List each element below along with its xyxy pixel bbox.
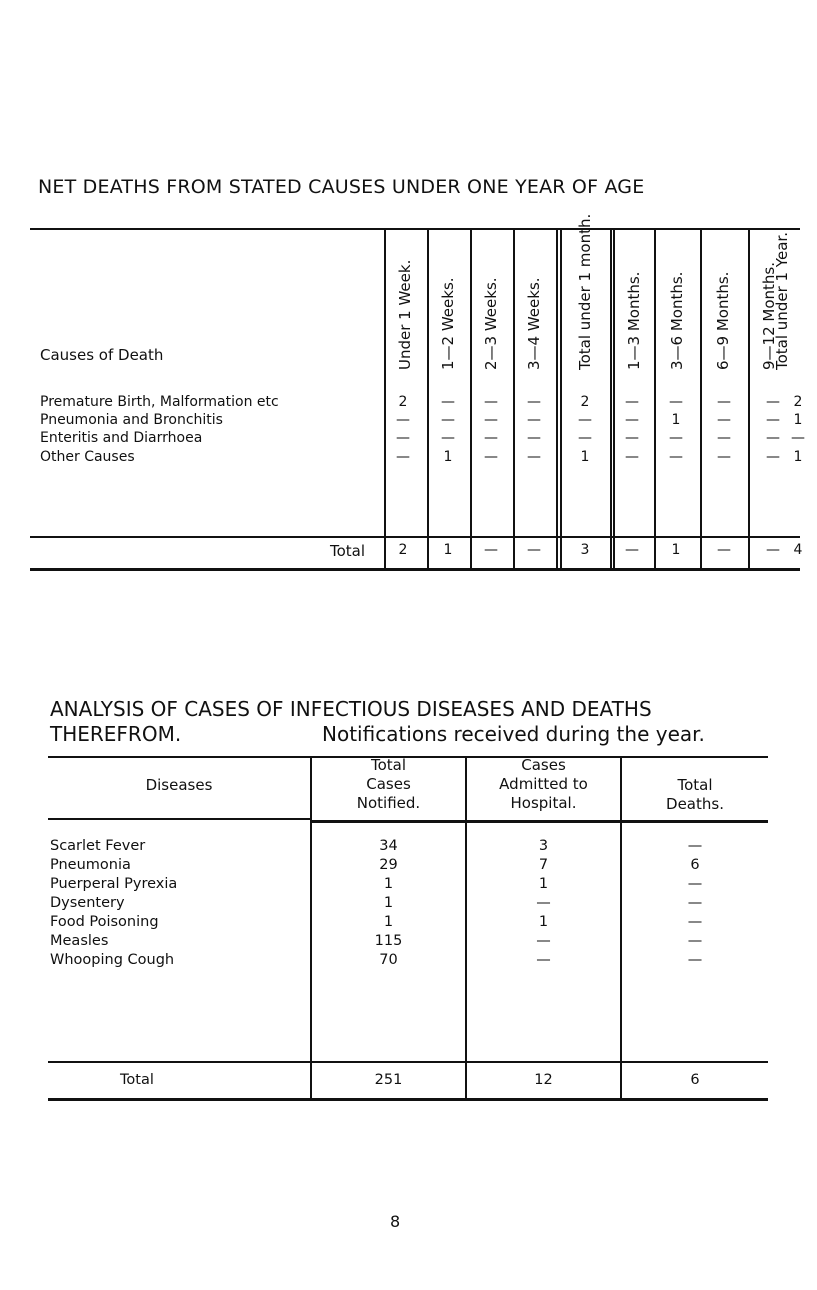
row-label: Premature Birth, Malformation etc — [40, 394, 279, 410]
table1-col-rule — [654, 228, 656, 568]
admitted-cell: — — [536, 895, 551, 911]
table1-col-rule — [610, 228, 612, 568]
admitted-header: Cases Admitted to Hospital. — [499, 756, 588, 812]
admitted-cell: 1 — [538, 914, 549, 930]
admitted-cell: 7 — [538, 857, 549, 873]
table1-top-rule — [30, 228, 800, 230]
infectious-diseases-table — [48, 756, 768, 1106]
total-cell: 1 — [671, 542, 681, 558]
table-cell: — — [396, 412, 410, 428]
total-label: Total — [330, 542, 366, 560]
notified-cell: 70 — [379, 952, 398, 968]
admitted-cell: 3 — [538, 838, 549, 854]
col-header: 6—9 Months. — [714, 271, 732, 370]
col-header: Under 1 Week. — [396, 259, 414, 370]
col-header: Total under 1 Year. — [773, 232, 791, 370]
total-cell: — — [527, 542, 541, 558]
total-notified: 251 — [374, 1072, 403, 1088]
disease-name: Puerperal Pyrexia — [50, 876, 178, 892]
table-cell: — — [441, 430, 455, 446]
table1-bottom-rule — [30, 568, 800, 571]
table-cell: — — [669, 430, 683, 446]
notified-cell: 34 — [379, 838, 398, 854]
col-header: 3—4 Weeks. — [525, 277, 543, 370]
table-cell: — — [484, 394, 498, 410]
table-cell: — — [766, 412, 780, 428]
disease-name: Food Poisoning — [50, 914, 159, 930]
table-cell: — — [578, 412, 592, 428]
table-cell: — — [717, 412, 731, 428]
total-cell: — — [484, 542, 498, 558]
table-cell: — — [669, 394, 683, 410]
table-cell: — — [527, 394, 541, 410]
table-cell: — — [717, 394, 731, 410]
table-cell: 2 — [793, 394, 803, 410]
total-cell: 2 — [398, 542, 408, 558]
col-header: 9—12 Months. — [760, 262, 778, 370]
admitted-cell: 1 — [538, 876, 549, 892]
table-cell: — — [484, 430, 498, 446]
col-header: Total under 1 month. — [576, 213, 594, 370]
table-cell: — — [527, 412, 541, 428]
infant-deaths-table — [30, 213, 805, 572]
disease-name: Measles — [50, 933, 109, 949]
table-cell: — — [791, 430, 805, 446]
disease-name: Dysentery — [50, 895, 125, 911]
table-cell: — — [766, 394, 780, 410]
notified-cell: 1 — [383, 876, 394, 892]
notified-cell: 29 — [379, 857, 398, 873]
table-cell: 1 — [793, 412, 803, 428]
notified-cell: 1 — [383, 914, 394, 930]
table1-title: NET DEATHS FROM STATED CAUSES UNDER ONE YEAR OF AGE — [38, 176, 645, 198]
table2-header-rule — [312, 820, 768, 823]
table1-total-rule — [30, 536, 800, 538]
row-label: Other Causes — [40, 449, 135, 465]
row-label: Enteritis and Diarrhoea — [40, 430, 203, 446]
table2-total-rule — [48, 1061, 768, 1063]
table-cell: — — [625, 394, 639, 410]
deaths-cell: 6 — [690, 857, 700, 873]
table2-subtitle: Notifications received during the year. — [322, 722, 705, 746]
disease-name: Pneumonia — [50, 857, 131, 873]
notified-cell: 115 — [374, 933, 403, 949]
deaths-cell: — — [687, 895, 703, 911]
table-cell: 1 — [671, 412, 681, 428]
total-cell: 4 — [793, 542, 803, 558]
total-admitted: 12 — [534, 1072, 553, 1088]
total-label: Total — [120, 1072, 154, 1088]
table-cell: — — [484, 449, 498, 465]
deaths-cell: — — [687, 952, 703, 968]
page-number: 8 — [390, 1212, 401, 1231]
table-cell: — — [625, 412, 639, 428]
col-header: 1—3 Months. — [625, 271, 643, 370]
deaths-cell: — — [687, 933, 703, 949]
table-cell: — — [396, 430, 410, 446]
col-header: 3—6 Months. — [668, 271, 686, 370]
col-header: 1—2 Weeks. — [439, 277, 457, 370]
table-cell: — — [717, 430, 731, 446]
total-cell: — — [625, 542, 639, 558]
table-cell: — — [527, 430, 541, 446]
table-cell: — — [625, 449, 639, 465]
col-header: 2—3 Weeks. — [482, 277, 500, 370]
table-cell: — — [578, 430, 592, 446]
deaths-cell: — — [687, 838, 703, 854]
table-cell: 1 — [793, 449, 803, 465]
table-cell: 1 — [443, 449, 453, 465]
table-cell: — — [717, 449, 731, 465]
table2-header-rule — [48, 818, 312, 820]
table-cell: 2 — [398, 394, 408, 410]
table2-bottom-rule — [48, 1098, 768, 1101]
table2-title: ANALYSIS OF CASES OF INFECTIOUS DISEASES AND DEATHS — [50, 697, 652, 721]
table-cell: — — [484, 412, 498, 428]
table-cell: — — [766, 449, 780, 465]
admitted-cell: — — [536, 933, 551, 949]
disease-name: Scarlet Fever — [50, 838, 146, 854]
table-cell: — — [441, 394, 455, 410]
total-deaths: 6 — [690, 1072, 700, 1088]
admitted-cell: — — [536, 952, 551, 968]
table-cell: 1 — [580, 449, 590, 465]
deaths-cell: — — [687, 876, 703, 892]
deaths-cell: — — [687, 914, 703, 930]
table-cell: — — [625, 430, 639, 446]
table1-col-rule — [560, 228, 562, 568]
total-cell: — — [717, 542, 731, 558]
total-cell: 1 — [443, 542, 453, 558]
table1-col-rule — [700, 228, 702, 568]
table-cell: — — [766, 430, 780, 446]
table-cell: 2 — [580, 394, 590, 410]
disease-name: Whooping Cough — [50, 952, 175, 968]
table2-title-continued: THEREFROM. — [50, 722, 182, 746]
total-cell: — — [766, 542, 780, 558]
row-label: Pneumonia and Bronchitis — [40, 412, 223, 428]
notified-header: Total Cases Notified. — [356, 756, 421, 812]
deaths-header: Total Deaths. — [666, 776, 724, 813]
causes-header: Causes of Death — [40, 346, 164, 364]
table-cell: — — [441, 412, 455, 428]
total-cell: 3 — [580, 542, 590, 558]
table-cell: — — [396, 449, 410, 465]
table-cell: — — [669, 449, 683, 465]
table1-col-rule — [556, 228, 558, 568]
table-cell: — — [527, 449, 541, 465]
notified-cell: 1 — [383, 895, 394, 911]
diseases-header: Diseases — [145, 776, 213, 794]
